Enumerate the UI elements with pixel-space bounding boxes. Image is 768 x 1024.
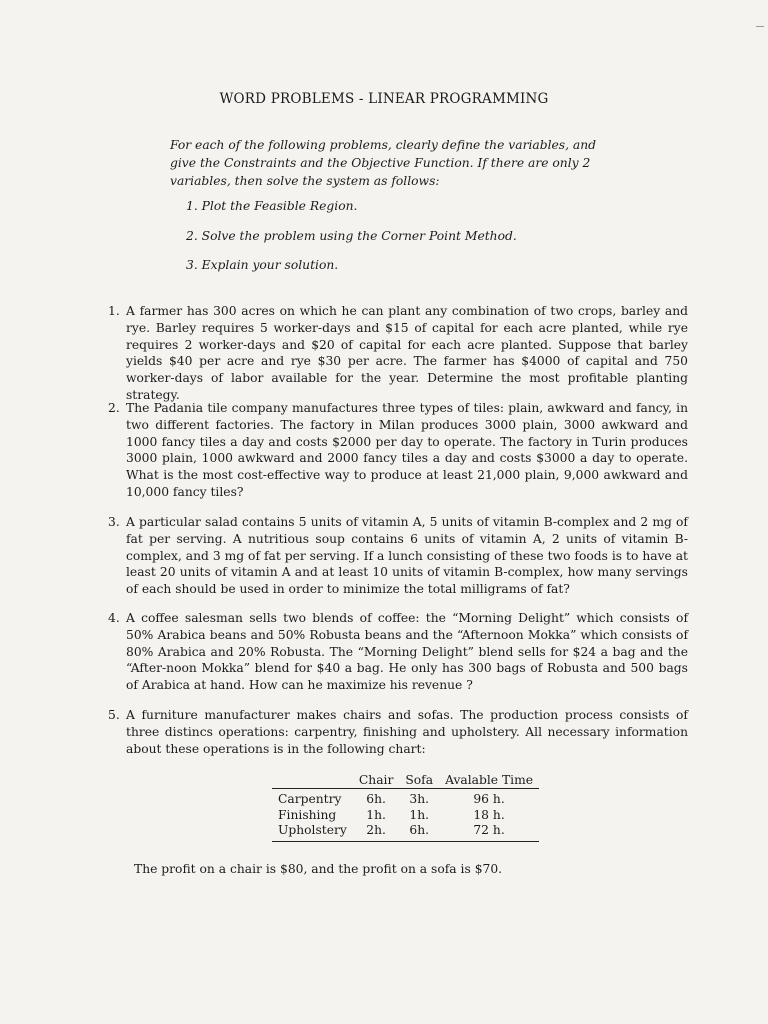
table-row: [272, 823, 539, 841]
table-cell: 96 h.: [473, 792, 505, 806]
problem-text: A particular salad contains 5 units of vitamin A, 5 units of vitamin B-complex and 2 mg of fat per serving. A nutritious soup contains 6 units of vitamin A, 2 units of vitamin B-complex, and 3 mg of fat per serving. If a lunch consisting of these two foods is to have at least 20 units of vitamin A and at least 10 units of vitamin B-complex, how many servings of each should be used in order to minimize the total milligrams of fat?: [126, 515, 688, 597]
step-item: 1. Plot the Feasible Region.: [186, 199, 358, 213]
problem-2: [108, 400, 688, 501]
table-cell: 6h.: [366, 792, 386, 806]
problem-4: [108, 610, 688, 694]
table-header: Chair: [353, 772, 399, 789]
table-row: [272, 789, 539, 808]
table-header: [272, 772, 353, 789]
step-item: 2. Solve the problem using the Corner Point Method.: [186, 229, 517, 243]
table-cell: Carpentry: [278, 792, 342, 806]
table-header: Sofa: [399, 772, 439, 789]
problem-number: 4.: [108, 611, 120, 625]
table-cell: Upholstery: [272, 823, 353, 841]
step-item: 3. Explain your solution.: [186, 258, 339, 272]
table-row: [272, 808, 539, 824]
table-cell: 1h.: [409, 807, 430, 822]
problem-text: A furniture manufacturer makes chairs and sofas. The production process consists of three distincs operations: carpentry, finishing and upholstery. All necessary information about these operations is in the following chart:: [126, 708, 688, 756]
problem-5: [108, 707, 688, 757]
table-cell: 72 h.: [439, 823, 539, 841]
table-header: Avalable Time: [439, 772, 539, 789]
operations-table: [272, 772, 539, 842]
table-cell: 18 h.: [473, 807, 505, 822]
problem-number: 3.: [108, 515, 120, 529]
scan-edge-mark: [756, 26, 764, 27]
problem-number: 5.: [108, 708, 120, 722]
table-cell: 1h.: [366, 807, 386, 822]
table-cell: Finishing: [278, 807, 337, 822]
table-cell: 2h.: [353, 823, 399, 841]
page-title: WORD PROBLEMS - LINEAR PROGRAMMING: [219, 91, 549, 107]
profit-note: The profit on a chair is $80, and the profit on a sofa is $70.: [134, 862, 503, 876]
problem-text: A coffee salesman sells two blends of coffee: the “Morning Delight” which consists of 50% Arabica beans and 50% Robusta beans and the “Afternoon Mokka” which consists of 80% Arabica and 20% Robusta. The “Morning Delight” blend sells for $24 a bag and the “After-noon Mokka” blend for $40 a bag. He only has 300 bags of Robusta and 500 bags of Arabica at hand. How can he maximize his revenue ?: [126, 611, 688, 693]
instructions-paragraph: For each of the following problems, clearly define the variables, and give the Constraints and the Objective Function. If there are only 2 variables, then solve the system as follows:: [170, 138, 597, 188]
table-cell: 6h.: [399, 823, 439, 841]
problem-number: 1.: [108, 304, 120, 318]
problem-text: The Padania tile company manufactures three types of tiles: plain, awkward and fancy, in two different factories. The factory in Milan produces 3000 plain, 3000 awkward and 1000 fancy tiles a day and costs $2000 per day to operate. The factory in Turin produces 3000 plain, 1000 awkward and 2000 fancy tiles a day and costs $3000 a day to operate. What is the most cost-effective way to produce at least 21,000 plain, 9,000 awkward and 10,000 fancy tiles?: [126, 401, 688, 499]
table-header-row: [272, 772, 539, 789]
problem-number: 2.: [108, 401, 120, 415]
problem-text: A farmer has 300 acres on which he can plant any combination of two crops, barley and rye. Barley requires 5 worker-days and $15 of capital for each acre planted, while rye requires 2 worker-days and $20 of capital for each acre planted. Suppose that barley yields $40 per acre and rye $30 per acre. The farmer has $4000 of capital and 750 worker-days of labor available for the year. Determine the most profitable planting strategy.: [126, 304, 688, 402]
problem-3: [108, 514, 688, 598]
table-cell: 3h.: [409, 792, 430, 806]
problem-1: [108, 303, 688, 404]
